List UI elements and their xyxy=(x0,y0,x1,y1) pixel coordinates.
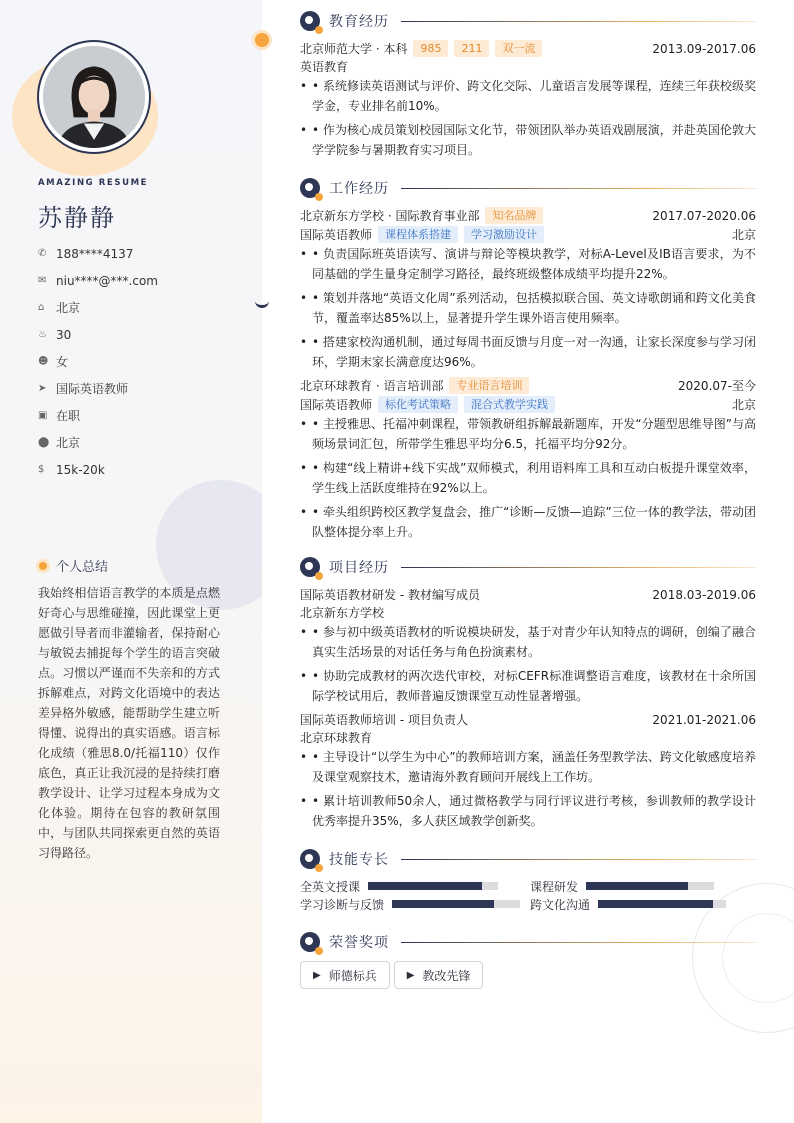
section-title: 工作经历 xyxy=(329,181,389,197)
play-icon: ▶ xyxy=(406,969,415,981)
project-name: 国际英语教材研发 - 教材编写成员 xyxy=(300,588,480,602)
contact-info-row xyxy=(38,348,248,375)
section-heading xyxy=(300,848,756,870)
section-divider xyxy=(401,21,756,22)
role-tag: 混合式教学实践 xyxy=(464,396,555,413)
job-location: 北京 xyxy=(731,398,756,412)
list-item: • • 牵头组织跨校区教学复盘会，推广“诊断—反馈—追踪”三位一体的教学法，带动团队整体提分率上升。 xyxy=(300,502,756,542)
skill-name: 学习诊断与反馈 xyxy=(300,897,385,912)
company-tag: 知名品牌 xyxy=(485,207,543,224)
briefcase-icon: ▣ xyxy=(38,410,48,421)
skill-bar-fill xyxy=(598,900,713,908)
skill-item xyxy=(530,896,756,912)
skills-grid xyxy=(300,878,756,912)
list-item: • • 负责国际班英语读写、演讲与辩论等模块教学，对标A-Level及IB语言要求，为不同基础的学生量身定制学习路径，最终班级整体成绩平均提升22%。 xyxy=(300,244,756,284)
job-date: 2020.07-至今 xyxy=(678,379,756,393)
contact-info-row xyxy=(38,375,248,402)
section-title: 荣誉奖项 xyxy=(329,935,389,951)
job-role-row xyxy=(300,395,756,414)
section-heading xyxy=(300,10,756,32)
section-icon xyxy=(300,932,320,952)
candidate-name: 苏静静 xyxy=(38,204,116,232)
project-org: 北京新东方学校 xyxy=(300,606,385,620)
skill-item xyxy=(530,878,756,894)
phone-icon: ✆ xyxy=(38,248,47,259)
award-label: 师德标兵 xyxy=(328,968,377,983)
contact-info-row xyxy=(38,402,248,429)
award-label: 教改先锋 xyxy=(422,968,471,983)
list-item: • • 构建“线上精讲+线下实战”双师模式，利用语料库工具和互动白板提升课堂效率，学生线上活跃度维持在92%以上。 xyxy=(300,458,756,498)
job-role-row xyxy=(300,225,756,244)
play-icon: ▶ xyxy=(313,969,321,981)
dot-icon xyxy=(36,559,50,573)
skill-bar xyxy=(598,900,726,908)
skill-bar-fill xyxy=(392,900,494,908)
list-item: • • 系统修读英语测试与评价、跨文化交际、儿童语言发展等课程，连续三年获校级奖学金，专业排名前10%。 xyxy=(300,76,756,116)
project-header xyxy=(300,710,756,729)
contact-info-value: 188****4137 xyxy=(56,246,134,261)
education-date: 2013.09-2017.06 xyxy=(652,41,756,56)
school-tag: 985 xyxy=(413,40,448,57)
contact-info-row xyxy=(38,321,248,348)
contact-info-row xyxy=(38,456,248,483)
gender-icon: ☻ xyxy=(38,356,49,367)
list-item: • • 协助完成教材的两次迭代审校，对标CEFR标准调整语言难度，该教材在十余所国际学校试用后，教师普遍反馈课堂互动性显著增强。 xyxy=(300,666,756,706)
contact-info-value: 在职 xyxy=(56,409,81,423)
school-name: 北京师范大学 · 本科 xyxy=(300,42,408,56)
list-item: • • 累计培训教师50余人，通过微格教学与同行评议进行考核，参训教师的教学设计优秀率提升35%，多人获区域教学创新奖。 xyxy=(300,791,756,831)
skill-bar xyxy=(368,882,498,890)
company-name: 北京环球教育 · 语言培训部 xyxy=(300,379,444,393)
summary-heading xyxy=(36,556,108,575)
education-bullets xyxy=(300,76,756,160)
job-date: 2017.07-2020.06 xyxy=(652,208,756,223)
contact-info-value: 15k-20k xyxy=(56,462,105,477)
resume-tagline: AMAZING RESUME xyxy=(38,178,149,188)
location-pin-icon: ⬤ xyxy=(38,437,50,448)
summary-text: 我始终相信语言教学的本质是点燃好奇心与思维碰撞，因此课堂上更愿做引导者而非灌输者，保持耐心与敏锐去捕捉每个学生的语言突破点。习惯以严谨而不失亲和的方式拆解难点，对跨文化语境中的表达差异格外敏感，能帮助学生建立听得懂、说得出的真实语感。语言标化成绩（雅思8.0/托福110）仅作底色，真正让我沉浸的是持续打磨教学设计、让学习过程本身成为文化体验。期待在包容的教研氛围中，与团队共同探索更自然的英语习得路径。 xyxy=(38,586,220,860)
company-name: 北京新东方学校 · 国际教育事业部 xyxy=(300,209,480,223)
skills-section xyxy=(300,848,756,912)
role-tag: 标化考试策略 xyxy=(378,396,458,413)
list-item: • • 主授雅思、托福冲刺课程，带领教研组拆解最新题库，开发“分题型思维导图”与高频场景词汇包，所带学生雅思平均分6.5，托福平均分92分。 xyxy=(300,414,756,454)
education-row xyxy=(300,39,756,58)
avatar xyxy=(37,40,151,154)
major: 英语教育 xyxy=(300,60,349,74)
role-tag: 课程体系搭建 xyxy=(378,226,458,243)
section-divider xyxy=(401,942,756,943)
skill-name: 课程研发 xyxy=(530,879,579,894)
contact-info-value: 国际英语教师 xyxy=(56,382,129,396)
contact-info-row xyxy=(38,294,248,321)
project-name: 国际英语教师培训 - 项目负责人 xyxy=(300,713,468,727)
skill-bar xyxy=(586,882,714,890)
skill-bar-fill xyxy=(368,882,482,890)
job-location: 北京 xyxy=(731,228,756,242)
section-icon xyxy=(300,557,320,577)
list-item: • • 策划并落地“英语文化周”系列活动，包括模拟联合国、英文诗歌朗诵和跨文化美食节，覆盖率达85%以上，显著提升学生课外语言使用频率。 xyxy=(300,288,756,328)
list-item: • • 搭建家校沟通机制，通过每周书面反馈与月度一对一沟通，让家长深度参与学习闭环，学期末家长满意度达96%。 xyxy=(300,332,756,372)
contact-info-list xyxy=(38,240,248,483)
skill-bar-fill xyxy=(586,882,688,890)
section-title: 技能专长 xyxy=(329,852,389,868)
skill-item xyxy=(300,878,530,894)
section-divider xyxy=(401,188,756,189)
project-header xyxy=(300,585,756,604)
decorative-dot xyxy=(252,30,272,50)
awards-section xyxy=(300,931,756,989)
contact-info-value: 北京 xyxy=(56,301,81,315)
section-divider xyxy=(401,567,756,568)
section-heading xyxy=(300,556,756,578)
contact-info-value: niu****@***.com xyxy=(56,273,158,288)
skill-bar xyxy=(392,900,520,908)
sidebar xyxy=(0,0,262,1123)
summary-title: 个人总结 xyxy=(56,560,109,575)
work-section xyxy=(300,177,756,546)
skill-name: 跨文化沟通 xyxy=(530,897,591,912)
awards-list xyxy=(300,961,756,989)
contact-info-value: 女 xyxy=(56,355,69,369)
award-badge xyxy=(300,961,390,989)
project-bullets xyxy=(300,622,756,706)
skill-name: 全英文授课 xyxy=(300,879,361,894)
section-icon xyxy=(300,11,320,31)
section-heading xyxy=(300,931,756,953)
section-title: 项目经历 xyxy=(329,560,389,576)
role-tag: 学习激励设计 xyxy=(464,226,544,243)
mail-icon: ✉ xyxy=(38,275,47,286)
education-section xyxy=(300,10,756,164)
contact-info-row xyxy=(38,267,248,294)
contact-info-value: 北京 xyxy=(56,436,81,450)
list-item: • • 作为核心成员策划校园国际文化节，带领团队举办英语戏剧展演，并赴英国伦敦大学学院参与暑期教育实习项目。 xyxy=(300,120,756,160)
salary-icon: $ xyxy=(38,464,45,475)
avatar-photo xyxy=(43,46,145,148)
cake-icon: ♨ xyxy=(38,329,47,340)
job-role: 国际英语教师 xyxy=(300,398,373,412)
school-tag: 211 xyxy=(454,40,489,57)
section-title: 教育经历 xyxy=(329,14,389,30)
project-bullets xyxy=(300,747,756,831)
job-bullets xyxy=(300,244,756,372)
job-header xyxy=(300,206,756,225)
job-header xyxy=(300,376,756,395)
contact-info-value: 30 xyxy=(56,327,72,342)
contact-info-row xyxy=(38,240,248,267)
company-tag: 专业语言培训 xyxy=(449,377,529,394)
projects-section xyxy=(300,556,756,835)
list-item: • • 主导设计“以学生为中心”的教师培训方案，涵盖任务型教学法、跨文化敏感度培养及课堂观察技术，邀请海外教育顾问开展线上工作坊。 xyxy=(300,747,756,787)
job-bullets xyxy=(300,414,756,542)
section-icon xyxy=(300,849,320,869)
skill-item xyxy=(300,896,530,912)
list-item: • • 参与初中级英语教材的听说模块研发，基于对青少年认知特点的调研，创编了融合真实生活场景的对话任务与角色扮演素材。 xyxy=(300,622,756,662)
section-icon xyxy=(300,178,320,198)
project-date: 2018.03-2019.06 xyxy=(652,587,756,602)
school-tag: 双一流 xyxy=(495,40,542,57)
section-divider xyxy=(401,859,756,860)
contact-info-row xyxy=(38,429,248,456)
send-icon: ➤ xyxy=(38,383,47,394)
section-heading xyxy=(300,177,756,199)
decorative-arc xyxy=(255,294,269,308)
home-icon: ⌂ xyxy=(38,302,45,313)
job-role: 国际英语教师 xyxy=(300,228,373,242)
award-badge xyxy=(394,961,484,989)
project-org: 北京环球教育 xyxy=(300,731,373,745)
project-date: 2021.01-2021.06 xyxy=(652,712,756,727)
